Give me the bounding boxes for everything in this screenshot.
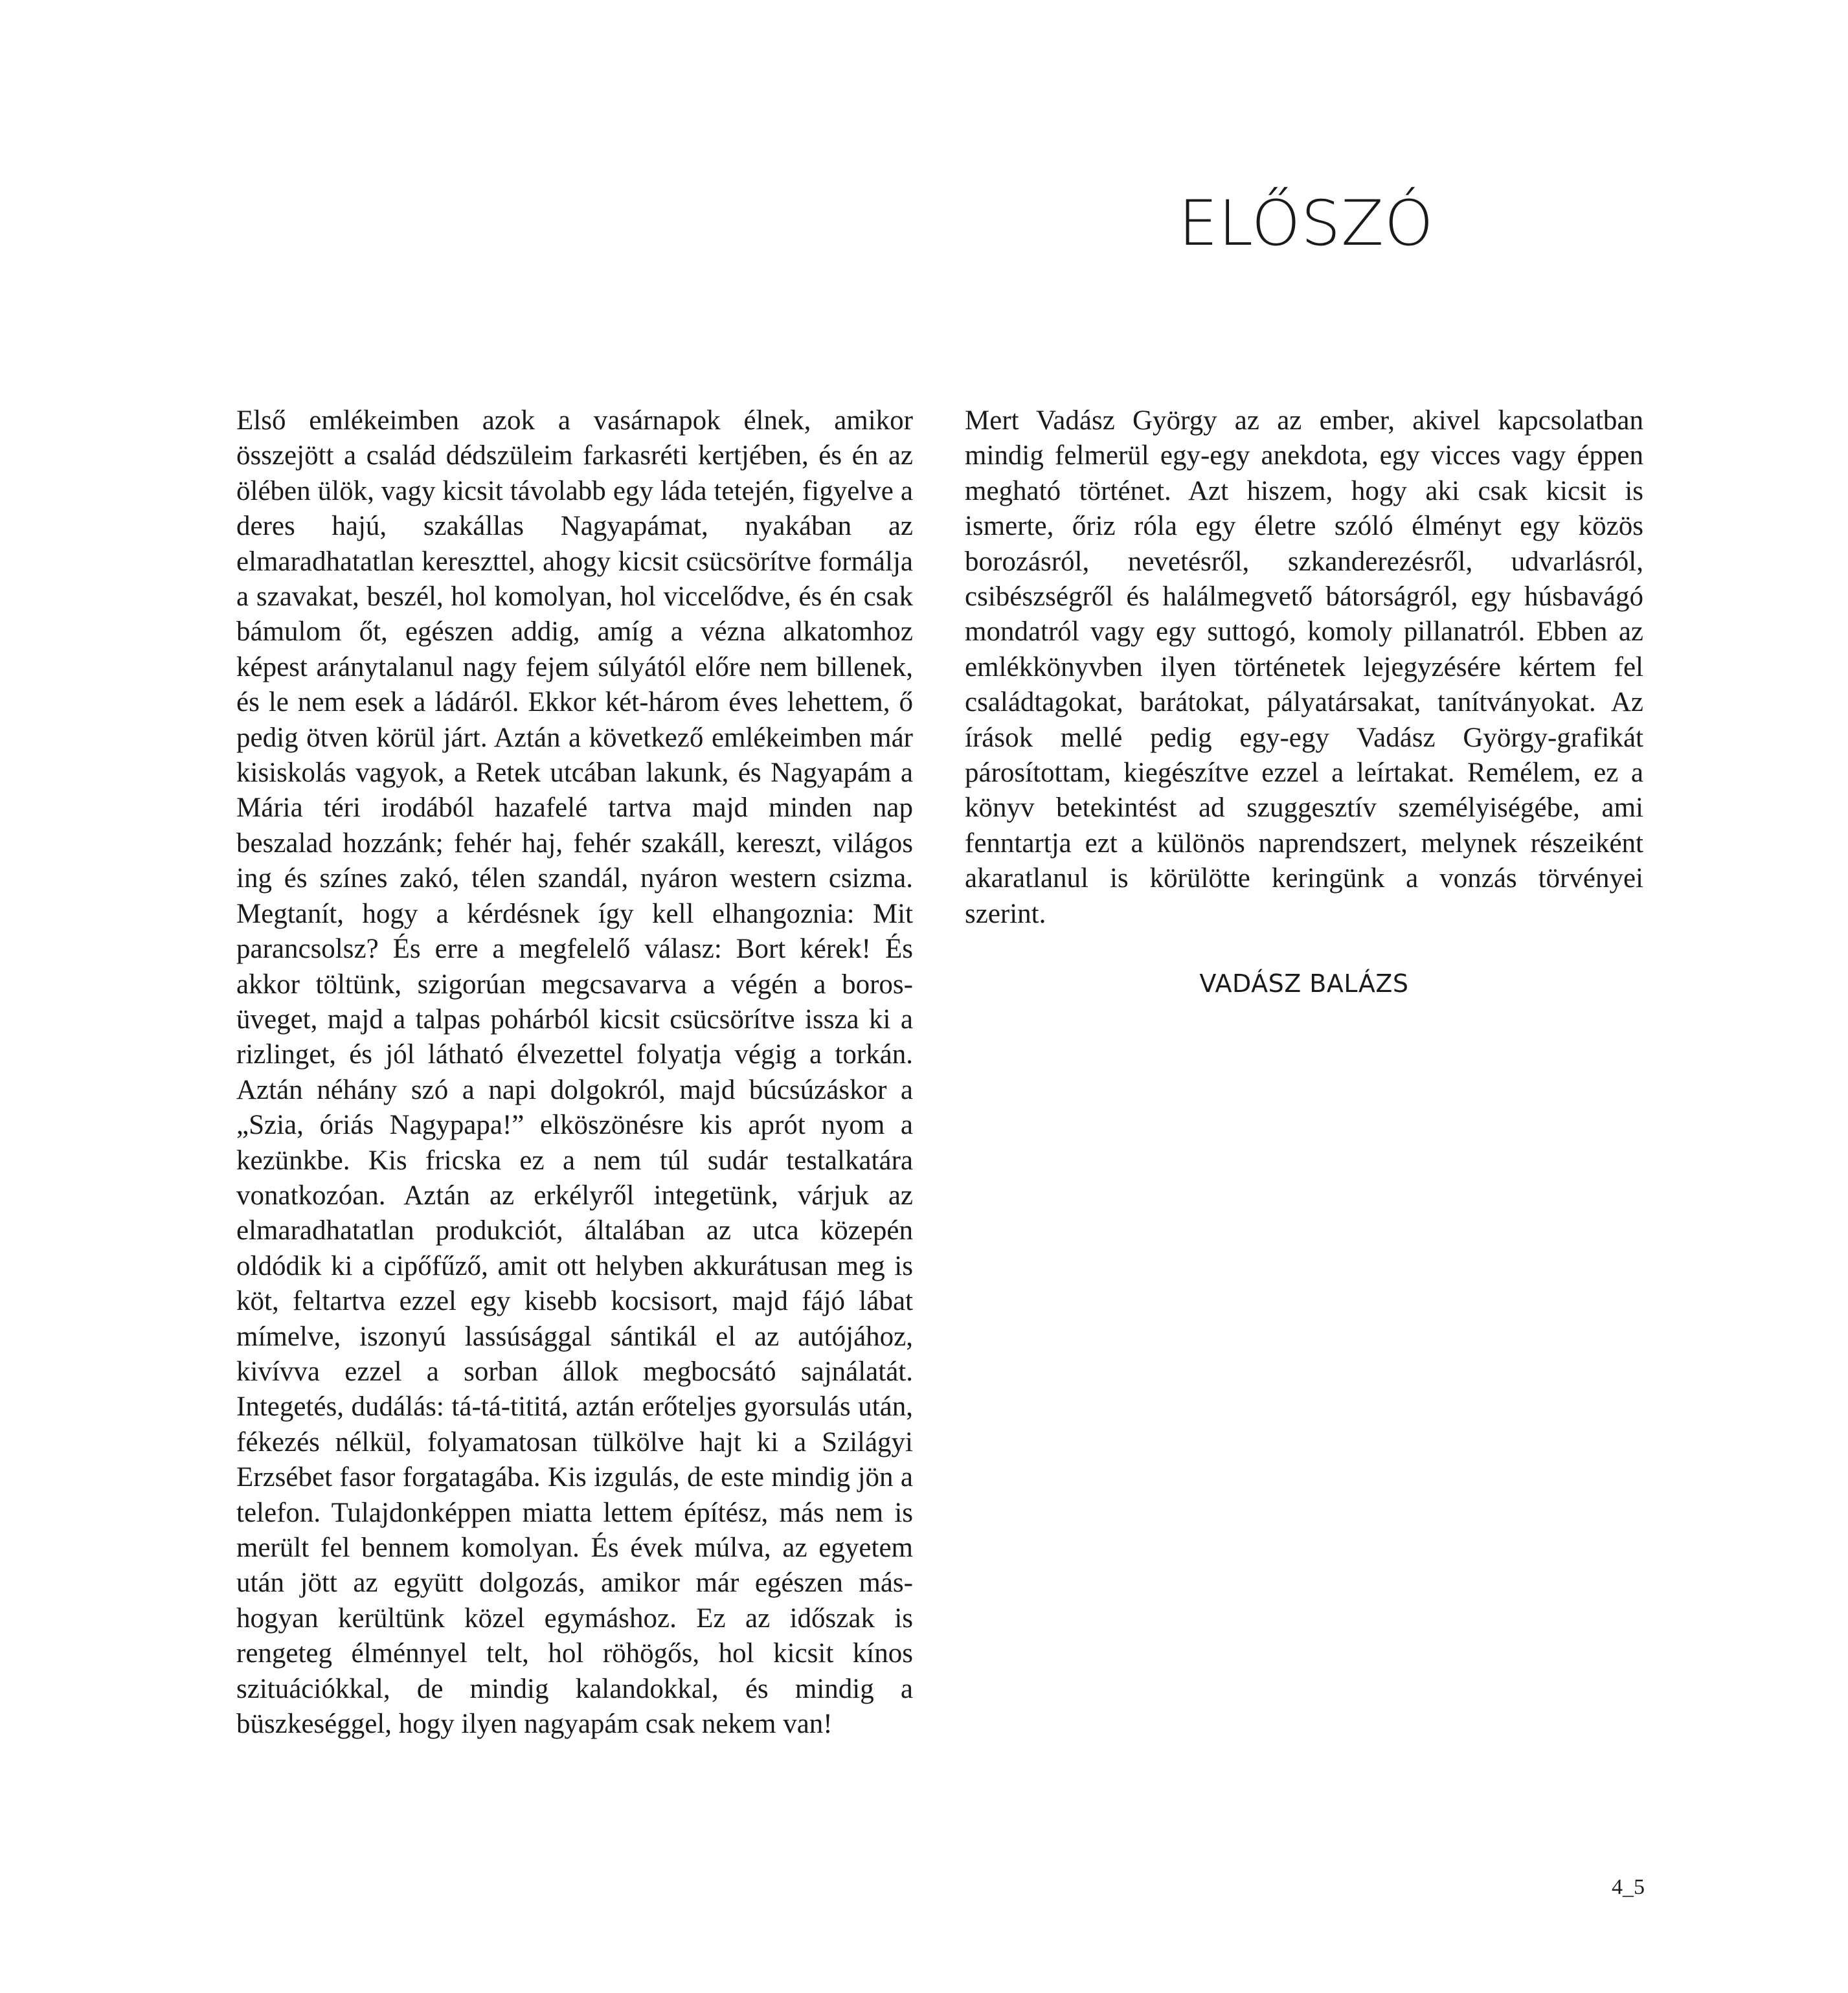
body-text-left-column bbox=[236, 403, 913, 1742]
author-signature: VADÁSZ BALÁZS bbox=[1199, 969, 1409, 998]
page-title: ELŐSZÓ bbox=[1178, 187, 1434, 260]
paragraph-right: Mert Vadász György az az ember, akivel kapcsolatban mindig felmerül egy-egy anekdota, egy vicces vagy éppen megható történet. Azt hiszem, hogy aki csak kicsit is ismerte, őriz róla egy életre szóló élményt egy közös borozásról, nevetésről, szkanderezésről, udvarlásról, csibészségről és halálmegvető bátorságról, egy húsbavágó mondatról vagy egy suttogó, komoly pillanatról. Ebben az emlékkönyvben ilyen történetek lejegyzésére kértem fel családtagokat, barátokat, pályatársakat, tanítványokat. Az írások mellé pedig egy-egy Vadász György-grafikát párosítottam, kiegészítve ezzel a leírtakat. Remélem, ez a könyv betekintést ad szuggesztív személyiségébe, ami fenntartja ezt a különös naprendszert, melynek részeiként akaratlanul is körülötte keringünk a vonzás törvényei szerint. bbox=[965, 405, 1643, 929]
page-number: 4_5 bbox=[1612, 1875, 1645, 1899]
body-text-right-column bbox=[965, 403, 1643, 932]
paragraph-left: Első emlékeimben azok a vasárnapok élnek, amikor összejött a család dédszüleim farkasréti kertjében, és én az ölében ülök, vagy kicsit távolabb egy láda tetején, figyelve a deres hajú, szakállas Nagyapámat, nyakában az elmaradhatatlan kereszttel, ahogy kicsit csücsörítve formálja a szavakat, beszél, hol komolyan, hol viccelődve, és én csak bámulom őt, egészen addig, amíg a vézna alkatomhoz képest aránytalanul nagy fejem súlyától előre nem billenek, és le nem esek a ládáról. Ekkor két-három éves lehettem, ő pedig ötven körül járt. Aztán a következő emlékeimben már kisiskolás vagyok, a Retek utcában lakunk, és Nagyapám a Mária téri irodából hazafelé tartva majd minden nap beszalad hozzánk; fehér haj, fehér szakáll, kereszt, világos ing és színes zakó, télen szandál, nyáron western csizma. Megtanít, hogy a kérdésnek így kell elhangoznia: Mit parancsolsz? És erre a megfelelő válasz: Bort kérek! És akkor töltünk, szigorúan megcsavarva a végén a borosüveget, majd a talpas pohárból kicsit csücsörítve issza ki a rizlinget, és jól látható élvezettel folyatja végig a torkán. Aztán néhány szó a napi dolgokról, majd búcsúzáskor a „Szia, óriás Nagypapa!” elköszönésre kis aprót nyom a kezünkbe. Kis fricska ez a nem túl sudár testalkatára vonatkozóan. Aztán az erkélyről integetünk, várjuk az elmaradhatatlan produkciót, általában az utca közepén oldódik ki a cipőfűző, amit ott helyben akkurátusan meg is köt, feltartva ezzel egy kisebb kocsisort, majd fájó lábat mímelve, iszonyú lassúsággal sántikál el az autójához, kivívva ezzel a sorban állok megbocsátó sajnálatát. Integetés, dudálás: tá-tá-tititá, aztán erőteljes gyorsulás után, fékezés nélkül, folyamatosan tülkölve hajt ki a Szilágyi Erzsébet fasor forgatagába. Kis izgulás, de este mindig jön a telefon. Tulajdonképpen miatta lettem építész, más nem is merült fel bennem komolyan. És évek múlva, az egyetem után jött az együtt dolgozás, amikor már egészen máshogyan kerültünk közel egymáshoz. Ez az időszak is rengeteg élménnyel telt, hol röhögős, hol kicsit kínos szituációkkal, de mindig kalandokkal, és mindig a büszkeséggel, hogy ilyen nagyapám csak nekem van! bbox=[236, 405, 913, 1740]
